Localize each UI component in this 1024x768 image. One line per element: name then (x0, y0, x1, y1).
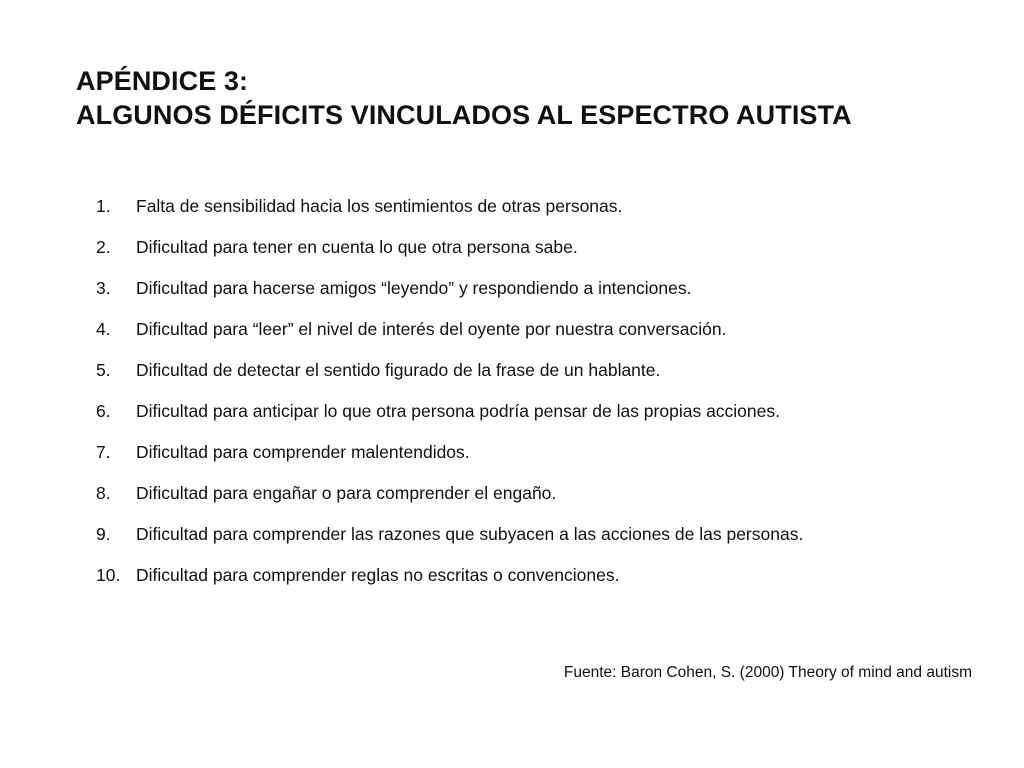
deficits-list (96, 192, 996, 602)
source-citation: Fuente: Baron Cohen, S. (2000) Theory of mind and autism (563, 664, 972, 681)
item-number: 8. (96, 483, 111, 503)
list-item (96, 561, 996, 602)
title-line-1: APÉNDICE 3: (76, 66, 249, 96)
item-text: Dificultad para “leer” el nivel de interés del oyente por nuestra conversación. (136, 319, 727, 339)
item-number: 6. (96, 401, 111, 421)
item-text: Dificultad para engañar o para comprender el engaño. (136, 483, 557, 503)
item-text: Dificultad para comprender malentendidos. (136, 442, 470, 462)
item-number: 1. (96, 196, 111, 216)
item-number: 7. (96, 442, 111, 462)
list-item (96, 438, 996, 479)
list-item (96, 356, 996, 397)
item-number: 9. (96, 524, 111, 544)
list-item (96, 192, 996, 233)
title-line-2: ALGUNOS DÉFICITS VINCULADOS AL ESPECTRO AUTISTA (76, 100, 852, 130)
item-text: Dificultad de detectar el sentido figurado de la frase de un hablante. (136, 360, 661, 380)
item-text: Falta de sensibilidad hacia los sentimientos de otras personas. (136, 196, 623, 216)
list-item (96, 315, 996, 356)
list-item (96, 397, 996, 438)
item-text: Dificultad para hacerse amigos “leyendo” y respondiendo a intenciones. (136, 278, 692, 298)
item-text: Dificultad para tener en cuenta lo que otra persona sabe. (136, 237, 578, 257)
list-item (96, 479, 996, 520)
item-text: Dificultad para anticipar lo que otra persona podría pensar de las propias acciones. (136, 401, 780, 421)
item-text: Dificultad para comprender las razones que subyacen a las acciones de las personas. (136, 524, 804, 544)
item-number: 4. (96, 319, 111, 339)
item-text: Dificultad para comprender reglas no escritas o convenciones. (136, 565, 620, 585)
slide-title (76, 64, 976, 132)
item-number: 10. (96, 565, 121, 585)
list-item (96, 233, 996, 274)
list-item (96, 274, 996, 315)
item-number: 5. (96, 360, 111, 380)
item-number: 3. (96, 278, 111, 298)
list-item (96, 520, 996, 561)
item-number: 2. (96, 237, 111, 257)
